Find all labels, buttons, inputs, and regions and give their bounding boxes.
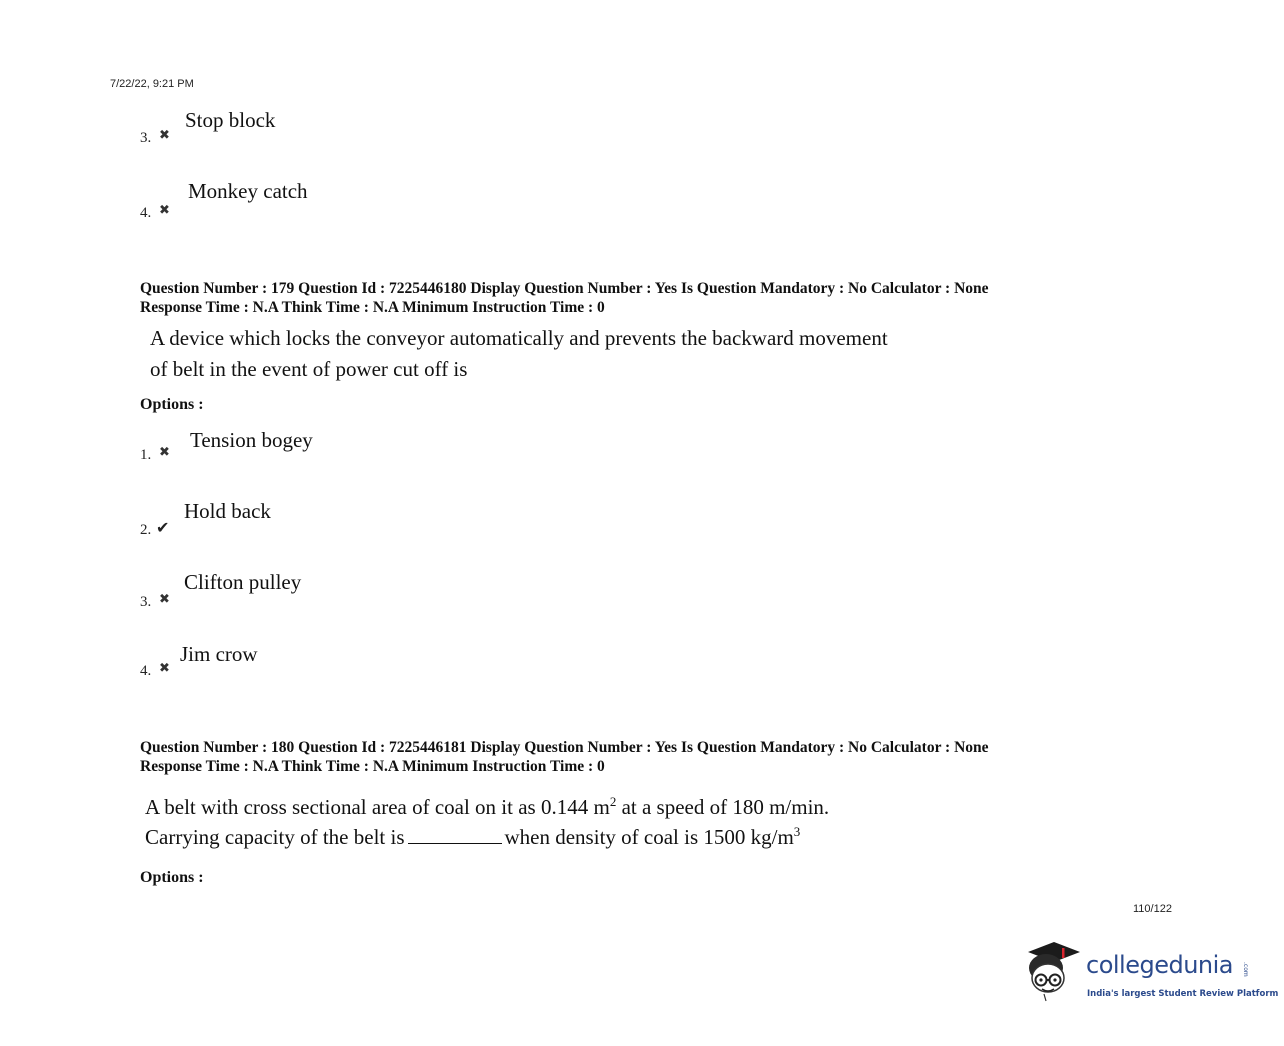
question-meta-line1: Question Number : 180 Question Id : 7225446181 Display Question Number : Yes Is Question Mandatory : No Calculator : None bbox=[140, 739, 989, 756]
cross-icon: ✖ bbox=[159, 592, 170, 607]
question-text-part: A belt with cross sectional area of coal on it as 0.144 m bbox=[145, 795, 610, 819]
option-text: Hold back bbox=[184, 499, 271, 523]
superscript: 3 bbox=[793, 824, 801, 839]
option-text: Monkey catch bbox=[188, 179, 308, 203]
options-label: Options : bbox=[140, 869, 204, 886]
fill-in-blank bbox=[408, 825, 502, 844]
option-number: 4. bbox=[140, 663, 152, 679]
option-number: 3. bbox=[140, 594, 152, 610]
cross-icon: ✖ bbox=[159, 445, 170, 460]
check-icon: ✔ bbox=[156, 518, 170, 537]
question-text-part: when density of coal is 1500 kg/m bbox=[504, 825, 794, 849]
cross-icon: ✖ bbox=[159, 128, 170, 143]
mascot-logo-icon bbox=[1024, 938, 1084, 1002]
brand-logo-text: collegedunia bbox=[1086, 951, 1234, 979]
cross-icon: ✖ bbox=[159, 661, 170, 676]
brand-tagline: India's largest Student Review Platform bbox=[1087, 989, 1279, 999]
brand-logo-com: .com bbox=[1242, 962, 1249, 977]
options-label: Options : bbox=[140, 396, 204, 413]
question-text-part: at a speed of 180 m/min. bbox=[616, 795, 830, 819]
option-number: 3. bbox=[140, 130, 152, 146]
option-text: Clifton pulley bbox=[184, 570, 302, 594]
question-meta-line2: Response Time : N.A Think Time : N.A Minimum Instruction Time : 0 bbox=[140, 758, 605, 775]
question-text-line1: A device which locks the conveyor automatically and prevents the backward movement bbox=[150, 326, 888, 350]
superscript: 2 bbox=[609, 794, 617, 809]
page-number: 110/122 bbox=[1133, 903, 1172, 915]
question-meta-line1: Question Number : 179 Question Id : 7225446180 Display Question Number : Yes Is Question Mandatory : No Calculator : None bbox=[140, 280, 989, 297]
option-number: 4. bbox=[140, 205, 152, 221]
option-text: Jim crow bbox=[180, 642, 258, 666]
question-text-line2: of belt in the event of power cut off is bbox=[150, 357, 468, 381]
print-timestamp: 7/22/22, 9:21 PM bbox=[110, 78, 194, 90]
option-text: Stop block bbox=[185, 108, 276, 132]
option-text: Tension bogey bbox=[190, 428, 313, 452]
question-text-part: Carrying capacity of the belt is bbox=[145, 825, 405, 849]
option-number: 2. bbox=[140, 522, 152, 538]
option-number: 1. bbox=[140, 447, 152, 463]
question-meta-line2: Response Time : N.A Think Time : N.A Minimum Instruction Time : 0 bbox=[140, 299, 605, 316]
question-text-line2 bbox=[145, 816, 800, 853]
cross-icon: ✖ bbox=[159, 203, 170, 218]
